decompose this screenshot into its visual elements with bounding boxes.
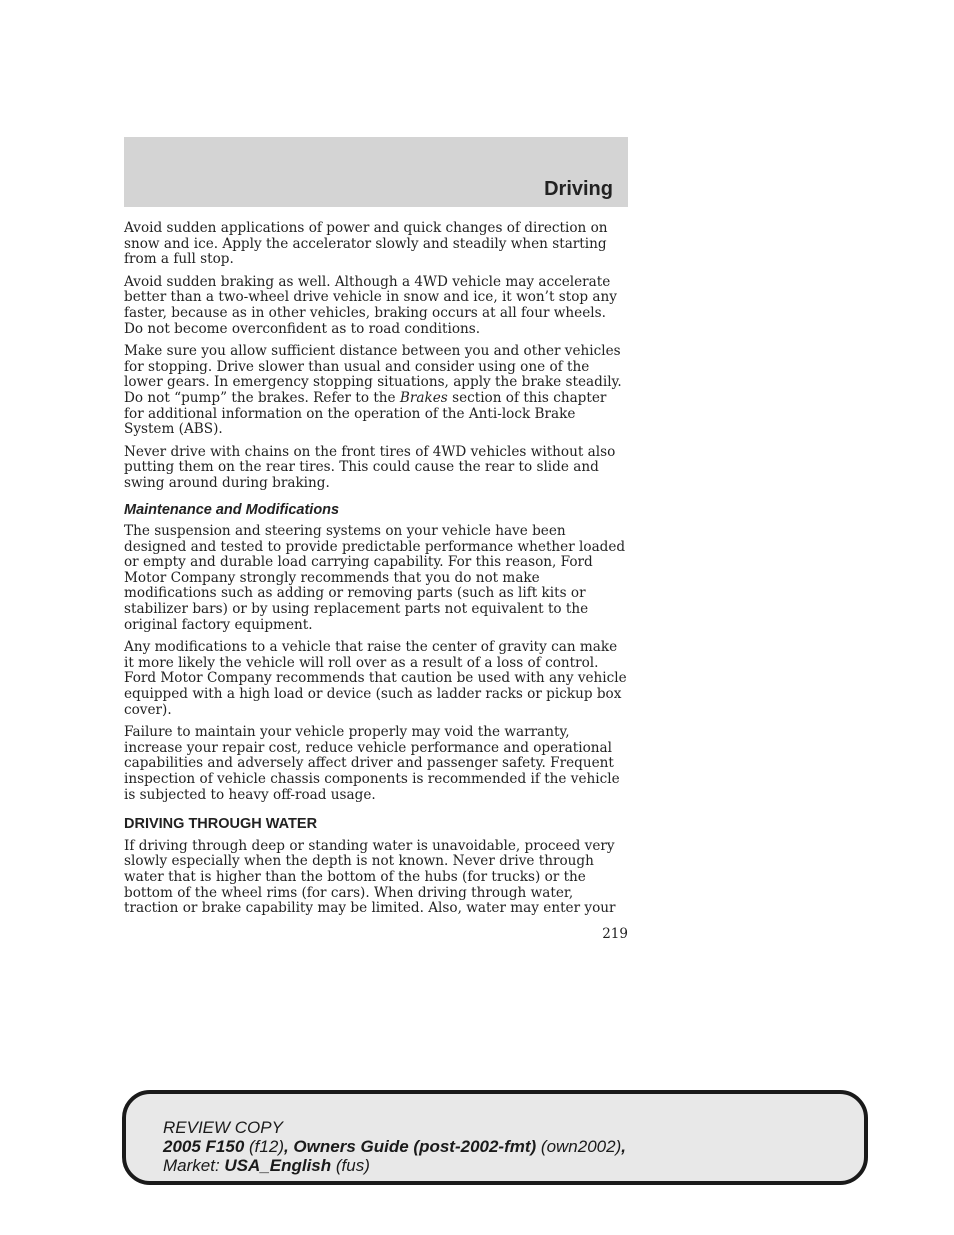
paragraph-sudden-braking: Avoid sudden braking as well. Although a 4WD vehicle may accelerate better than a two-wheel drive vehicle in snow and ice, it won’t stop any faster, because as in other vehicles, braking occurs at all four wheels. Do not become overconfident as to road conditions. bbox=[124, 273, 617, 337]
heading-water: DRIVING THROUGH WATER bbox=[124, 816, 318, 833]
paragraph-text: Make sure you allow sufficient distance between you and other vehicles for stopping. Drive slower than usual and consider using one of the lower gears. In emergency stopping situations, apply the brake steadily. Do not “pump” the brakes. Refer to the bbox=[124, 343, 622, 406]
paragraph-warranty: Failure to maintain your vehicle properly may void the warranty, increase your repair cost, reduce vehicle performance and operational capabilities and adversely affect driver and passenger safety. Frequent inspection of vehicle chassis components is recommended if the vehicle is subjected to heavy off-road usage. bbox=[124, 724, 620, 803]
guide-line bbox=[163, 1137, 626, 1156]
paragraph-power-direction: Avoid sudden applications of power and quick changes of direction on snow and ice. Apply the accelerator slowly and steadily when starting from a full stop. bbox=[124, 220, 608, 268]
market-line bbox=[163, 1156, 626, 1175]
guide-name: , Owners Guide (post-2002-fmt) bbox=[283, 1137, 537, 1156]
model-name: 2005 F150 bbox=[163, 1137, 245, 1156]
market-name: USA_English bbox=[224, 1156, 332, 1175]
chapter-title: Driving bbox=[544, 178, 613, 200]
model-code: (f12) bbox=[244, 1137, 284, 1156]
brakes-reference: Brakes bbox=[399, 389, 448, 406]
paragraph-modifications: Any modifications to a vehicle that raise the center of gravity can make it more likely the vehicle will roll over as a result of a loss of control. Ford Motor Company recommends that caution be used with any vehicle equipped with a high load or device (such as ladder racks or pickup box cover). bbox=[124, 639, 627, 718]
page-number: 219 bbox=[602, 926, 628, 942]
page-content bbox=[124, 221, 629, 924]
paragraph-text: section of this chapter for additional information on the operation of the Anti-lock Brake System (ABS). bbox=[124, 389, 607, 438]
paragraph-chains: Never drive with chains on the front tires of 4WD vehicles without also putting them on the rear tires. This could cause the rear to slide and swing around during braking. bbox=[124, 443, 616, 491]
market-label: Market: bbox=[163, 1156, 225, 1175]
separator: , bbox=[621, 1137, 626, 1156]
market-code: (fus) bbox=[331, 1156, 370, 1175]
guide-code: (own2002) bbox=[536, 1137, 622, 1156]
chapter-header-band bbox=[124, 137, 628, 207]
paragraph-suspension: The suspension and steering systems on your vehicle have been designed and tested to provide predictable performance whether loaded or empty and durable load carrying capability. For this reason, Ford Motor Company strongly recommends that you do not make modifications such as adding or removing parts (such as lift kits or stabilizer bars) or by using replacement parts not equivalent to the original factory equipment. bbox=[124, 523, 626, 633]
paragraph-stopping-distance bbox=[124, 344, 629, 438]
paragraph-water: If driving through deep or standing water is unavoidable, proceed very slowly especially when the depth is not known. Never drive through water that is higher than the bottom of the hubs (for trucks) or the bottom of the wheel rims (for cars). When driving through water, traction or brake capability may be limited. Also, water may enter your bbox=[124, 837, 616, 917]
heading-maintenance: Maintenance and Modifications bbox=[124, 501, 340, 518]
review-copy-box bbox=[122, 1090, 868, 1185]
review-copy-text bbox=[163, 1118, 626, 1175]
review-copy-label: REVIEW COPY bbox=[163, 1118, 283, 1137]
